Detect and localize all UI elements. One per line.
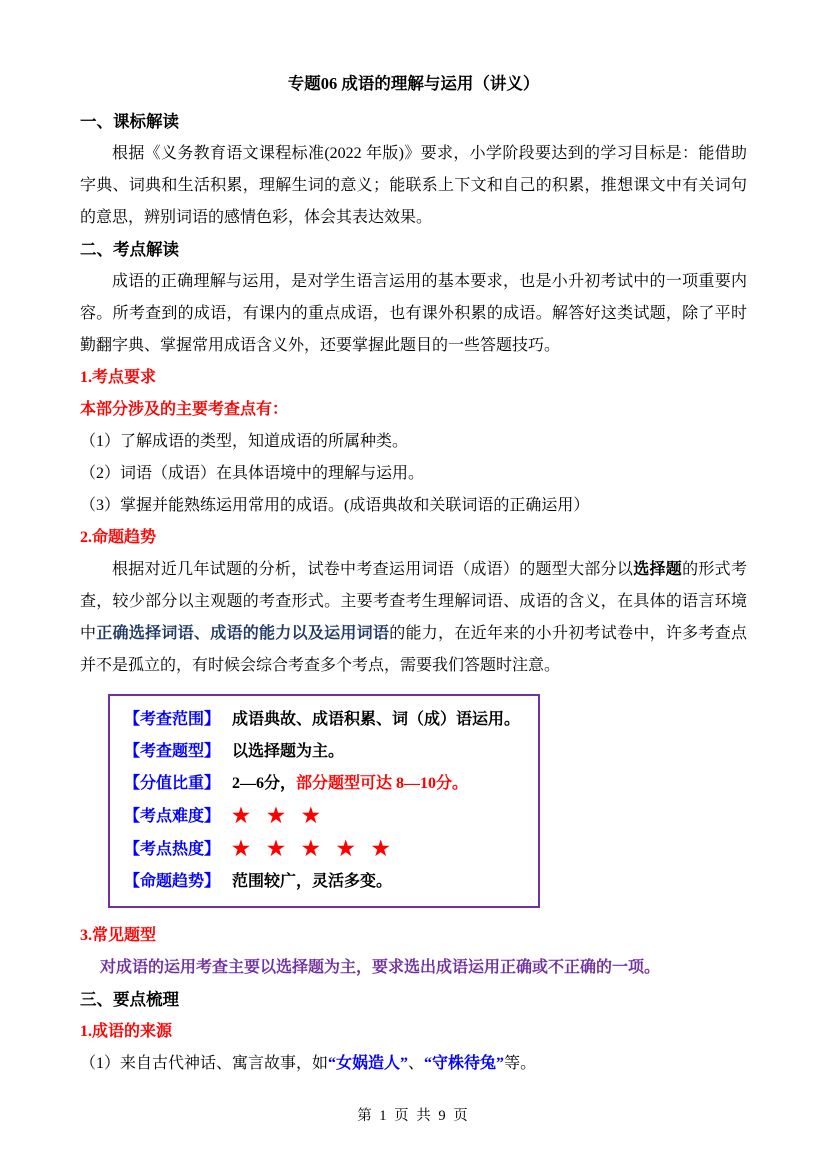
- info-label-difficulty: 【考点难度】: [124, 808, 221, 825]
- section1-paragraph: 根据《义务教育语文课程标准(2022 年版)》要求，小学阶段要达到的学习目标是：能借助字典、词典和生活积累，理解生词的意义；能联系上下文和自己的积累，推想课文中有关词句的意思，辨别词语的感情色彩，体会其表达效果。: [80, 145, 747, 226]
- info-label-popularity: 【考点热度】: [124, 841, 221, 858]
- info-value-score-weight-highlight: 部分题型可达 8—10分。: [296, 775, 469, 792]
- text-run-emphasis: 正确选择词语、成语的能力以及运用词语: [96, 625, 390, 642]
- text-run-bold: 选择题: [633, 561, 683, 578]
- exam-point-item-1: （1）了解成语的类型，知道成语的所属种类。: [80, 433, 409, 450]
- info-value-trend: 范围较广，灵活多变。: [232, 873, 393, 890]
- popularity-stars-icon: ★ ★ ★ ★ ★: [232, 838, 396, 860]
- text-run: 根据对近几年试题的分析，试卷中考查运用词语（成语）的题型大部分以: [112, 561, 634, 578]
- exam-info-box: [108, 694, 540, 908]
- info-value-scope: 成语典故、成语积累、词（成）语运用。: [232, 711, 521, 728]
- info-label-question-type: 【考查题型】: [124, 743, 221, 760]
- text-run: 的形式考查，较少部分以主观题的考查形式。主要考查考生理解词语、成语的含义，在具体的语言环境中: [80, 561, 747, 642]
- text-run: 、: [408, 1055, 425, 1072]
- section1-heading: 一、课标解读: [80, 112, 179, 131]
- common-question-types-heading: 3.常见题型: [80, 927, 157, 944]
- text-run: 的能力，在近年来的小升初考试卷中，许多考查点并不是孤立的，有时候会综合考查多个考点，需要我们答题时注意。: [80, 625, 747, 674]
- idiom-example-1: “女娲造人”: [328, 1055, 409, 1072]
- info-row-score-weight: [124, 768, 526, 800]
- exam-points-intro: 本部分涉及的主要考查点有：: [80, 401, 289, 418]
- idiom-origin-item-1: [80, 1048, 747, 1080]
- info-row-difficulty: [124, 800, 526, 833]
- info-value-score-weight: 2—6分，: [232, 775, 297, 792]
- page-footer: 第 1 页 共 9 页: [357, 1108, 470, 1124]
- idiom-example-2: “守株待兔”: [424, 1055, 505, 1072]
- section2-heading: 二、考点解读: [80, 240, 179, 259]
- section2-paragraph: 成语的正确理解与运用，是对学生语言运用的基本要求，也是小升初考试中的一项重要内容。所考查到的成语，有课内的重点成语，也有课外积累的成语。解答好这类试题，除了平时勤翻字典、掌握常用成语含义外，还要掌握此题目的一些答题技巧。: [80, 273, 747, 354]
- info-value-question-type: 以选择题为主。: [232, 743, 345, 760]
- exam-point-item-2: （2）词语（成语）在具体语境中的理解与运用。: [80, 465, 425, 482]
- idiom-origin-heading: 1.成语的来源: [80, 1023, 173, 1040]
- info-label-score-weight: 【分值比重】: [124, 775, 221, 792]
- section3-heading: 三、要点梳理: [80, 990, 179, 1009]
- trend-paragraph: [80, 554, 747, 682]
- trend-heading: 2.命题趋势: [80, 529, 157, 546]
- exam-requirements-heading: 1.考点要求: [80, 369, 157, 386]
- common-question-types-note: 对成语的运用考查主要以选择题为主，要求选出成语运用正确或不正确的一项。: [100, 959, 661, 976]
- text-run: 等。: [504, 1055, 537, 1072]
- difficulty-stars-icon: ★ ★ ★: [232, 805, 326, 827]
- info-row-question-type: [124, 736, 526, 768]
- info-row-popularity: [124, 833, 526, 866]
- document-title: 专题06 成语的理解与运用（讲义）: [287, 74, 540, 93]
- text-run: （1）来自古代神话、寓言故事，如: [80, 1055, 329, 1072]
- info-row-trend: [124, 866, 526, 898]
- info-row-scope: [124, 704, 526, 736]
- info-label-trend: 【命题趋势】: [124, 873, 221, 890]
- info-label-scope: 【考查范围】: [124, 711, 221, 728]
- exam-point-item-3: （3）掌握并能熟练运用常用的成语。(成语典故和关联词语的正确运用）: [80, 497, 590, 514]
